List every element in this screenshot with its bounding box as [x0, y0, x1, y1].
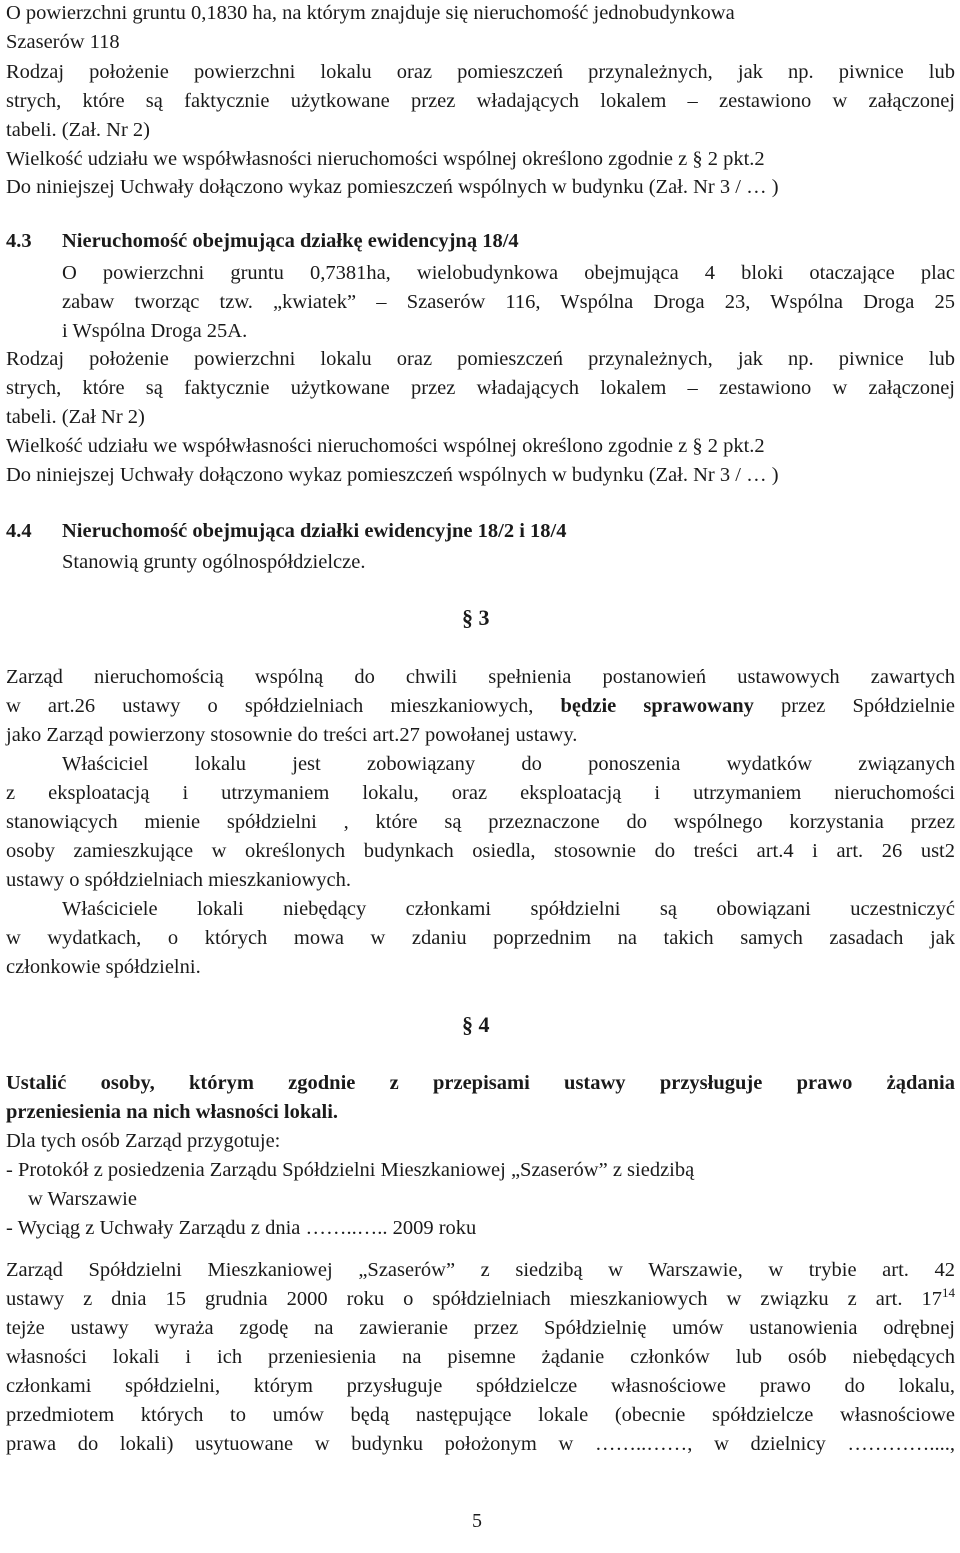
text-line: Dla tych osób Zarząd przygotuje:: [6, 1130, 281, 1152]
text-line: ustawy o spółdzielniach mieszkaniowych.: [6, 869, 351, 891]
text-line: z eksploatacją i utrzymaniem lokalu, oraz eksploatacją i utrzymaniem nieruchomości: [6, 782, 955, 804]
list-item: - Wyciąg z Uchwały Zarządu z dnia ……..….. 2009 roku: [6, 1217, 477, 1239]
text-line: Rodzaj położenie powierzchni lokalu oraz pomieszczeń przynależnych, jak np. piwnice lub: [6, 61, 955, 83]
text-line: tabeli. (Zał Nr 2): [6, 406, 145, 428]
text-line: Wielkość udziału we współwłasności nieruchomości wspólnej określono zgodnie z § 2 pkt.2: [6, 148, 765, 170]
text-line: [6, 1286, 955, 1312]
paragraph-heading-4: § 4: [462, 1012, 490, 1037]
bold-text-line: Ustalić osoby, którym zgodnie z przepisami ustawy przysługuje prawo żądania: [6, 1072, 955, 1094]
text-line: strych, które są faktycznie użytkowane przez władających lokalem – zestawiono w załączonej: [6, 90, 955, 112]
text-line: własności lokali i ich przeniesienia na pisemne żądanie członków lub osób niebędących: [6, 1346, 955, 1368]
bold-phrase: będzie sprawowany: [560, 695, 754, 717]
text-line: O powierzchni gruntu 0,1830 ha, na którym znajduje się nieruchomość jednobudynkowa: [6, 2, 735, 24]
paragraph-heading-3: § 3: [462, 605, 490, 630]
text-span: przez Spółdzielnie: [753, 695, 955, 717]
text-line: [6, 693, 955, 719]
bold-text-line: przeniesienia na nich własności lokali.: [6, 1101, 339, 1123]
text-line: Właściciele lokali niebędący członkami spółdzielni są obowiązani uczestniczyć: [62, 898, 955, 920]
text-line: tejże ustawy wyraża zgodę na zawieranie przez Spółdzielnię umów ustanowienia odrębnej: [6, 1317, 955, 1339]
text-line: jako Zarząd powierzony stosownie do treści art.27 powołanej ustawy.: [6, 724, 578, 746]
text-line: członkowie spółdzielni.: [6, 956, 201, 978]
text-line: Stanowią grunty ogólnospółdzielcze.: [62, 551, 366, 573]
page-number: 5: [472, 1510, 482, 1532]
section-number-4-3: 4.3: [6, 230, 32, 252]
text-line: Zarząd Spółdzielni Mieszkaniowej „Szaserów” z siedzibą w Warszawie, w trybie art. 42: [6, 1259, 955, 1281]
section-number-4-4: 4.4: [6, 520, 32, 542]
section-title-4-4: Nieruchomość obejmująca działki ewidencyjne 18/2 i 18/4: [62, 520, 567, 542]
list-item-continuation: w Warszawie: [28, 1188, 137, 1210]
text-line: O powierzchni gruntu 0,7381ha, wielobudynkowa obejmująca 4 bloki otaczające plac: [62, 262, 955, 284]
footnote-marker: 14: [942, 1285, 955, 1300]
text-line: przedmiotem których to umów będą następujące lokale (obecnie spółdzielcze własnościowe: [6, 1404, 955, 1426]
list-item: - Protokół z posiedzenia Zarządu Spółdzielni Mieszkaniowej „Szaserów” z siedzibą: [6, 1159, 695, 1181]
text-span: w art.26 ustawy o spółdzielniach mieszkaniowych,: [6, 695, 561, 717]
text-line: w wydatkach, o których mowa w zdaniu poprzednim na takich samych zasadach jak: [6, 927, 955, 949]
text-line: tabeli. (Zał. Nr 2): [6, 119, 151, 141]
text-line: Do niniejszej Uchwały dołączono wykaz pomieszczeń wspólnych w budynku (Zał. Nr 3 / … ): [6, 464, 779, 486]
text-span: ustawy z dnia 15 grudnia 2000 roku o spółdzielniach mieszkaniowych w związku z art. 17: [6, 1288, 942, 1310]
text-line: członkami spółdzielni, którym przysługuje spółdzielcze własnościowe prawo do lokalu,: [6, 1375, 955, 1397]
text-line: prawa do lokali) usytuowane w budynku położonym w ……..……, w dzielnicy …………....,: [6, 1433, 955, 1455]
text-line: Wielkość udziału we współwłasności nieruchomości wspólnej określono zgodnie z § 2 pkt.2: [6, 435, 765, 457]
section-title-4-3: Nieruchomość obejmująca działkę ewidencyjną 18/4: [62, 230, 519, 252]
text-line: Właściciel lokalu jest zobowiązany do ponoszenia wydatków związanych: [62, 753, 955, 775]
text-line: zabaw tworząc tzw. „kwiatek” – Szaserów 116, Wspólna Droga 23, Wspólna Droga 25: [62, 291, 955, 313]
text-line: strych, które są faktycznie użytkowane przez władających lokalem – zestawiono w załączonej: [6, 377, 955, 399]
text-line: Zarząd nieruchomością wspólną do chwili spełnienia postanowień ustawowych zawartych: [6, 666, 955, 688]
text-line: i Wspólna Droga 25A.: [62, 320, 248, 342]
text-line: stanowiących mienie spółdzielni , które są przeznaczone do wspólnego korzystania przez: [6, 811, 955, 833]
text-line: Rodzaj położenie powierzchni lokalu oraz pomieszczeń przynależnych, jak np. piwnice lub: [6, 348, 955, 370]
text-line: Do niniejszej Uchwały dołączono wykaz pomieszczeń wspólnych w budynku (Zał. Nr 3 / … ): [6, 176, 779, 198]
text-line: osoby zamieszkujące w określonych budynkach osiedla, stosownie do treści art.4 i art. 26 ust2: [6, 840, 955, 862]
text-line: Szaserów 118: [6, 31, 120, 53]
